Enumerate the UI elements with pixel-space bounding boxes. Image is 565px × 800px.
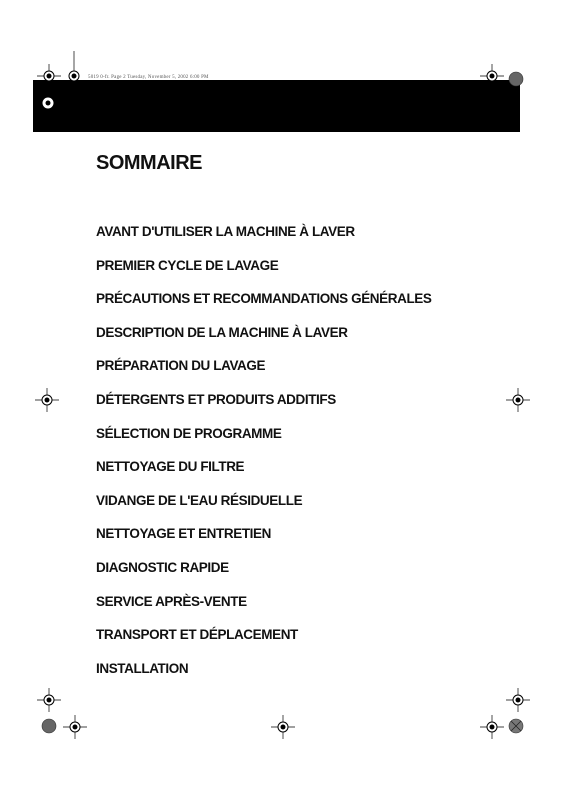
registration-crosshair-icon: [63, 715, 87, 739]
registration-crosshair-icon: [480, 64, 504, 88]
print-slug: 5019 0-fr. Page 2 Tuesday, November 5, 2002 6:00 PM: [88, 75, 209, 80]
toc-item: PRÉPARATION DU LAVAGE: [96, 358, 266, 374]
registration-crosshair-icon: [37, 64, 61, 88]
toc-item: PREMIER CYCLE DE LAVAGE: [96, 257, 279, 273]
toc-item: SERVICE APRÈS-VENTE: [96, 593, 247, 609]
registration-crosshair-icon: [271, 715, 295, 739]
toc-item: TRANSPORT ET DÉPLACEMENT: [96, 627, 298, 643]
registration-crosshair-icon: [36, 91, 60, 115]
registration-crosshair-icon: [506, 688, 530, 712]
toc-item: DÉTERGENTS ET PRODUITS ADDITIFS: [96, 391, 336, 407]
color-target-icon: [41, 718, 57, 734]
toc-item: AVANT D'UTILISER LA MACHINE À LAVER: [96, 224, 355, 239]
registration-crosshair-icon: [62, 51, 86, 101]
header-band: [33, 80, 520, 132]
toc-item: NETTOYAGE ET ENTRETIEN: [96, 526, 271, 542]
toc-item: INSTALLATION: [96, 660, 189, 676]
registration-crosshair-icon: [37, 688, 61, 712]
toc-item: PRÉCAUTIONS ET RECOMMANDATIONS GÉNÉRALES: [96, 291, 432, 307]
toc-item: VIDANGE DE L'EAU RÉSIDUELLE: [96, 492, 303, 508]
table-of-contents: [96, 222, 432, 692]
registration-crosshair-icon: [506, 388, 530, 412]
page-title: SOMMAIRE: [96, 152, 202, 174]
registration-crosshair-icon: [35, 388, 59, 412]
registration-crosshair-icon: [480, 715, 504, 739]
toc-item: SÉLECTION DE PROGRAMME: [96, 425, 282, 441]
toc-item: NETTOYAGE DU FILTRE: [96, 459, 245, 475]
color-target-icon: [508, 71, 524, 87]
toc-item: DESCRIPTION DE LA MACHINE À LAVER: [96, 324, 348, 340]
toc-item: DIAGNOSTIC RAPIDE: [96, 559, 229, 575]
color-target-icon: [508, 718, 524, 734]
